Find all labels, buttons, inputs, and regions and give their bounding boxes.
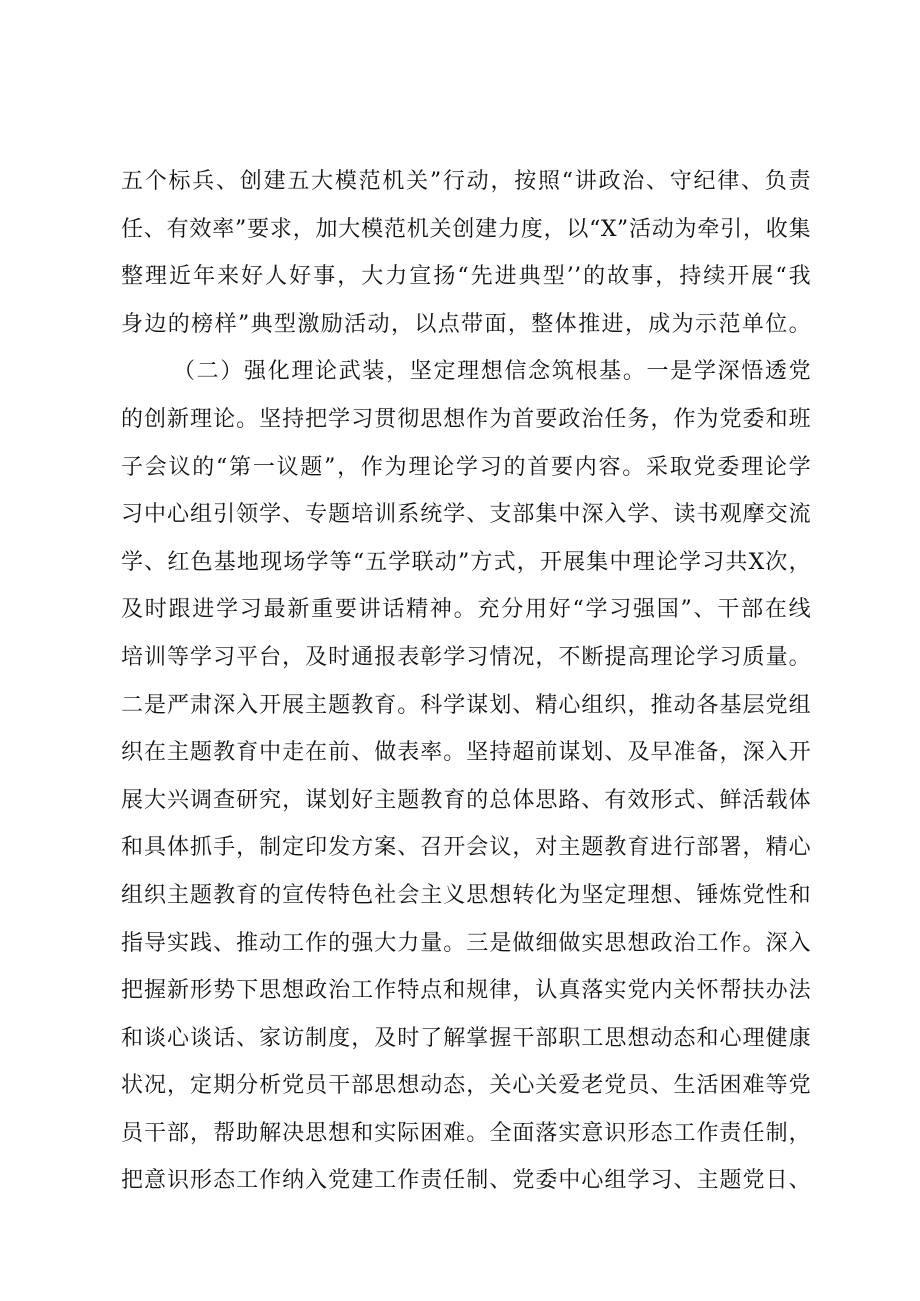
text-line: 习中心组引领学、专题培训系统学、支部集中深入学、读书观摩交流: [121, 502, 811, 528]
text-line: 学、红色基地现场学等“五学联动”方式，开展集中理论学习共X次，: [121, 549, 811, 575]
text-line: 二是严肃深入开展主题教育。科学谋划、精心组织，推动各基层党组: [121, 692, 811, 718]
text-line: 身边的榜样”典型激励活动，以点带面，整体推进，成为示范单位。: [121, 311, 811, 337]
text-line: 指导实践、推动工作的强大力量。三是做细做实思想政治工作。深入: [121, 930, 811, 956]
text-line: 和具体抓手，制定印发方案、召开会议，对主题教育进行部署，精心: [121, 835, 811, 861]
body-text: [121, 158, 811, 1205]
text-line: 整理近年来好人好事，大力宣扬“先进典型’’的故事，持续开展“我: [121, 264, 811, 290]
text-line: 组织主题教育的宣传特色社会主义思想转化为坚定理想、锤炼党性和: [121, 882, 811, 908]
text-line: 织在主题教育中走在前、做表率。坚持超前谋划、及早准备，深入开: [121, 740, 811, 766]
text-line: 的创新理论。坚持把学习贯彻思想作为首要政治任务，作为党委和班: [121, 406, 811, 432]
text-line: 任、有效率”要求，加大模范机关创建力度，以“X”活动为牵引，收集: [121, 216, 811, 242]
text-line: 及时跟进学习最新重要讲话精神。充分用好“学习强国”、干部在线: [121, 597, 811, 623]
section-heading-line: （二）强化理论武装，坚定理想信念筑根基。一是学深悟透党: [173, 359, 811, 385]
text-line: 状况，定期分析党员干部思想动态，关心关爱老党员、生活困难等党: [121, 1073, 811, 1099]
text-line: 把意识形态工作纳入党建工作责任制、党委中心组学习、主题党日、: [121, 1168, 811, 1194]
text-line: 展大兴调查研究，谋划好主题教育的总体思路、有效形式、鲜活载体: [121, 787, 811, 813]
text-line: 员干部，帮助解决思想和实际困难。全面落实意识形态工作责任制，: [121, 1120, 811, 1146]
text-line: 和谈心谈话、家访制度，及时了解掌握干部职工思想动态和心理健康: [121, 1025, 811, 1051]
text-line: 五个标兵、创建五大模范机关”行动，按照“讲政治、守纪律、负责: [121, 169, 811, 194]
text-line: 把握新形势下思想政治工作特点和规律，认真落实党内关怀帮扶办法: [121, 978, 811, 1004]
text-line: 子会议的“第一议题”，作为理论学习的首要内容。采取党委理论学: [121, 454, 811, 480]
text-line: 培训等学习平台，及时通报表彰学习情况，不断提高理论学习质量。: [121, 644, 811, 670]
